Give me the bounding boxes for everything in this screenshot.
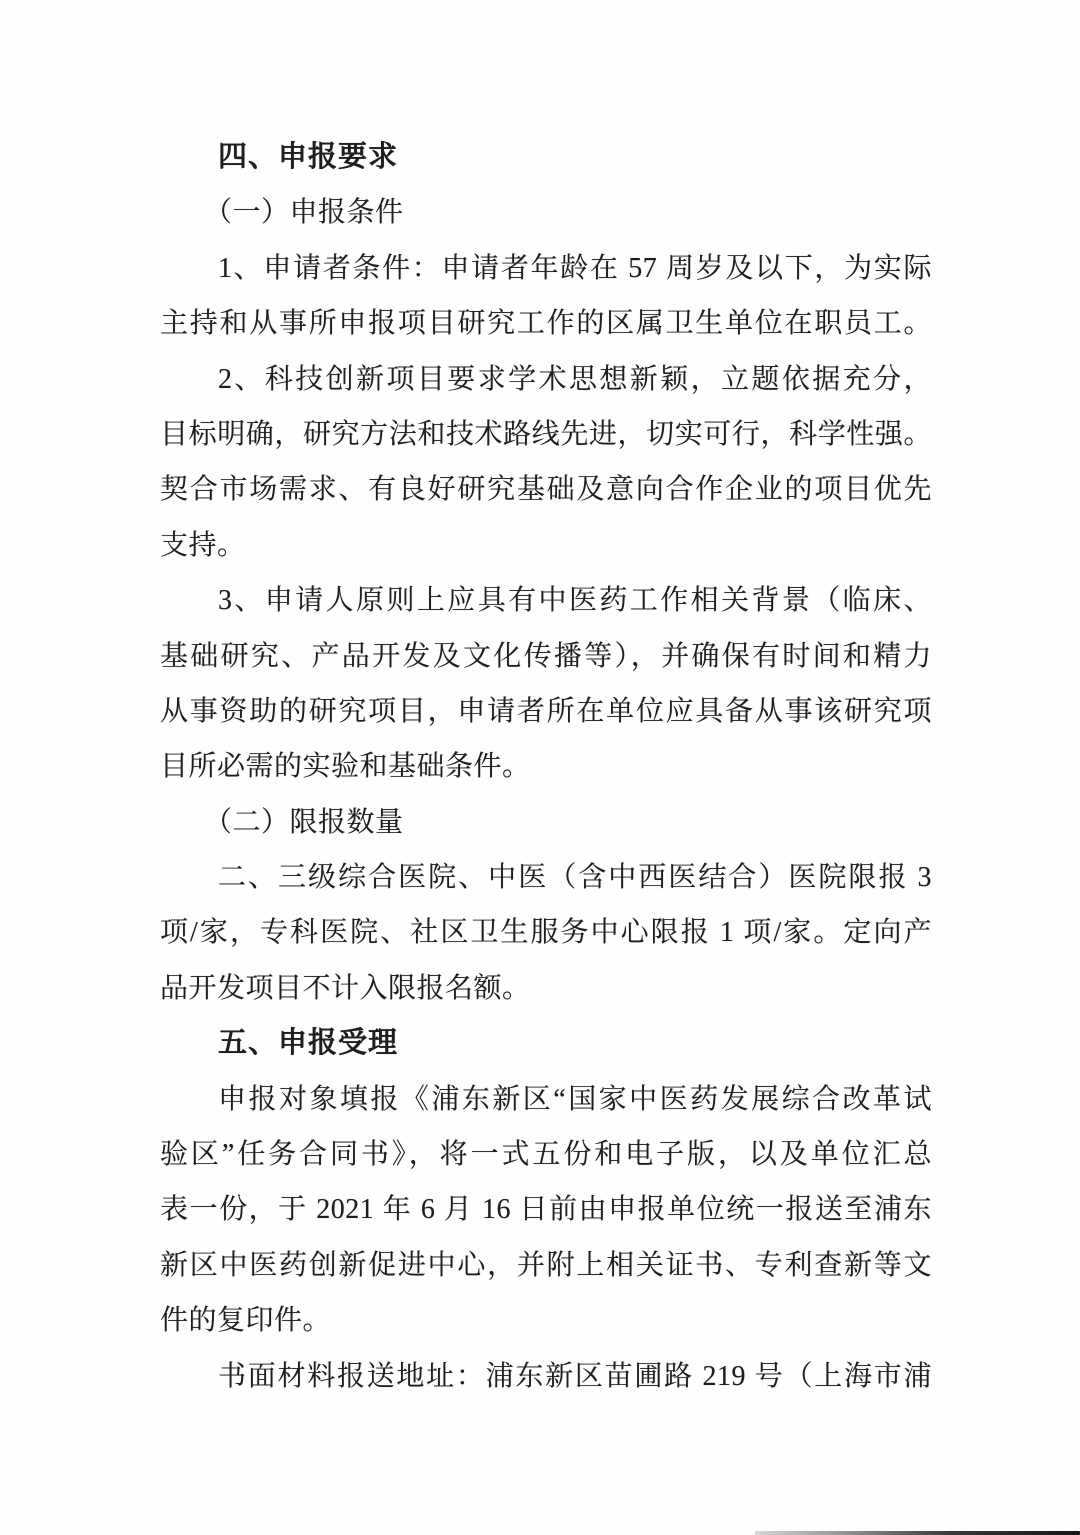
para-innovation-line: 支持。 bbox=[160, 529, 246, 561]
document-text-block bbox=[160, 130, 932, 1404]
subheading-4-2: （二）限报数量 bbox=[204, 806, 404, 838]
para-background-line: 从事资助的研究项目，申请者所在单位应具备从事该研究项 bbox=[160, 695, 932, 727]
para-innovation-line: 2、科技创新项目要求学术思想新颖，立题依据充分， bbox=[218, 363, 932, 395]
heading-section-4: 四、申报要求 bbox=[218, 141, 399, 173]
para-background-line: 3、申请人原则上应具有中医药工作相关背景（临床、 bbox=[218, 585, 932, 617]
scan-edge-artifact bbox=[755, 1531, 1080, 1535]
para-quota-line: 二、三级综合医院、中医（含中西医结合）医院限报 3 bbox=[218, 862, 932, 894]
para-quota-line: 项/家，专科医院、社区卫生服务中心限报 1 项/家。定向产 bbox=[160, 917, 932, 949]
para-acceptance-line: 新区中医药创新促进中心，并附上相关证书、专利查新等文 bbox=[160, 1249, 932, 1281]
subheading-4-1: （一）申报条件 bbox=[204, 197, 404, 229]
para-innovation-line: 目标明确，研究方法和技术路线先进，切实可行，科学性强。 bbox=[160, 418, 932, 450]
para-innovation-line: 契合市场需求、有良好研究基础及意向合作企业的项目优先 bbox=[160, 474, 932, 506]
heading-section-5: 五、申报受理 bbox=[218, 1027, 399, 1060]
para-acceptance-line: 验区”任务合同书》，将一式五份和电子版，以及单位汇总 bbox=[160, 1139, 932, 1171]
para-conditions-line: 主持和从事所申报项目研究工作的区属卫生单位在职员工。 bbox=[160, 308, 932, 340]
para-background-line: 基础研究、产品开发及文化传播等），并确保有时间和精力 bbox=[160, 640, 932, 672]
para-acceptance-line: 表一份，于 2021 年 6 月 16 日前由申报单位统一报送至浦东 bbox=[160, 1194, 932, 1226]
para-acceptance-line: 件的复印件。 bbox=[160, 1305, 332, 1337]
para-background-line: 目所必需的实验和基础条件。 bbox=[160, 751, 531, 783]
para-quota-line: 品开发项目不计入限报名额。 bbox=[160, 972, 531, 1004]
para-acceptance-line: 申报对象填报《浦东新区“国家中医药发展综合改革试 bbox=[218, 1083, 932, 1115]
para-conditions-line: 1、申请者条件：申请者年龄在 57 周岁及以下，为实际 bbox=[218, 252, 932, 284]
para-address-line: 书面材料报送地址：浦东新区苗圃路 219 号（上海市浦 bbox=[218, 1360, 932, 1392]
